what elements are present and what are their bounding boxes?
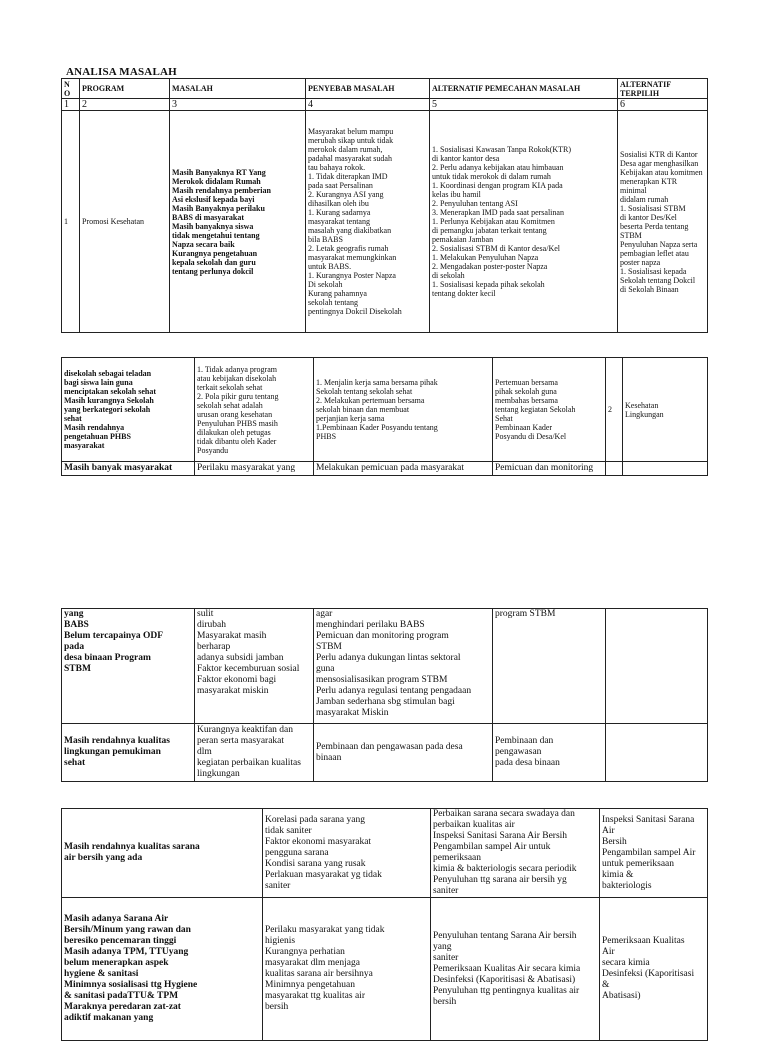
- header-masalah: MASALAH: [170, 79, 306, 99]
- cell-masalah: Masih adanya Sarana Air Bersih/Minum yang rawan dan beresiko pencemaran tinggi Masih adanya TPM, TTUyang belum menerapkan aspek hygiene & sanitasi Minimnya sosialisasi ttg Hygiene & sanitasi padaTTU& TPM Maraknya peredaran zat-zat adiktif makanan yang: [62, 898, 263, 1041]
- table-row: [62, 111, 708, 333]
- cell-masalah: disekolah sebagai teladan bagi siswa lain guna menciptakan sekolah sehat Masih kurangnya Sekolah yang berkategori sekolah sehat Masih rendahnya pengetahuan PHBS masyarakat: [62, 358, 195, 462]
- row-number: 2: [606, 358, 623, 462]
- table-row: [62, 358, 708, 462]
- col-number: 5: [430, 99, 618, 111]
- cell-program: Promosi Kesehatan: [80, 111, 170, 333]
- empty-cell: [606, 609, 708, 724]
- cell-alternatif: agar menghindari perilaku BABS Pemicuan dan monitoring program STBM Perlu adanya dukungan lintas sektoral guna mensosialisasikan program STBM Perlu adanya regulasi tentang pengadaan Jamban sederhana sbg stimulan bagi masyarakat Miskin: [314, 609, 493, 724]
- cell-alternatif: Pembinaan dan pengawasan pada desa binaan: [314, 724, 493, 782]
- document-title: ANALISA MASALAH: [66, 66, 177, 78]
- col-number: 3: [170, 99, 306, 111]
- cell-penyebab: Kurangnya keaktifan dan peran serta masyarakat dlm kegiatan perbaikan kualitas lingkungan: [195, 724, 314, 782]
- cell-terpilih: Inspeksi Sanitasi Sarana Air Bersih Pengambilan sampel Air untuk pemeriksaan kimia & bakteriologis: [600, 809, 708, 898]
- cell-program: Kesehatan Lingkungan: [623, 358, 708, 462]
- cell-penyebab: Perilaku masyarakat yang: [195, 462, 314, 476]
- table-row: [62, 898, 708, 1041]
- cell-penyebab: Masyarakat belum mampu merubah sikap untuk tidak merokok dalam rumah, padahal masyarakat sudah tau bahaya rokok. 1. Tidak diterapkan IMD pada saat Persalinan 2. Kurangnya ASI yang dihasilkan oleh ibu 1. Kurang sadarnya masyarakat tentang masalah yang diakibatkan bila BABS 2. Letak geografis rumah masyarakat memungkinkan untuk BABS. 1. Kurangnya Poster Napza Di sekolah Kurang pahamnya sekolah tentang pentingnya Dokcil Disekolah: [306, 111, 430, 333]
- analysis-table-2: [61, 357, 708, 476]
- col-number: 1: [62, 99, 80, 111]
- cell-terpilih: Pemeriksaan Kualitas Air secara kimia Desinfeksi (Kaporitisasi & Abatisasi): [600, 898, 708, 1041]
- cell-terpilih: Sosialisi KTR di Kantor Desa agar menghasilkan Kebijakan atau komitmen menerapkan KTR minimal didalam rumah 1. Sosialisasi STBM di kantor Des/Kel beserta Perda tentang STBM Penyuluhan Napza serta pembagian leflet atau poster napza 1. Sosialisasi kepada Sekolah tentang Dokcil di Sekolah Binaan: [618, 111, 708, 333]
- header-program: PROGRAM: [80, 79, 170, 99]
- header-row: [62, 79, 708, 99]
- table-row: [62, 724, 708, 782]
- cell-penyebab: 1. Tidak adanya program atau kebijakan disekolah terkait sekolah sehat 2. Pola pikir guru tentang sekolah sehat adalah urusan orang kesehatan Penyuluhan PHBS masih dilakukan oleh petugas tidak dibantu oleh Kader Posyandu: [195, 358, 314, 462]
- header-penyebab: PENYEBAB MASALAH: [306, 79, 430, 99]
- cell-penyebab: Korelasi pada sarana yang tidak saniter Faktor ekonomi masyarakat pengguna sarana Kondisi sarana yang rusak Perlakuan masyarakat yg tidak saniter: [263, 809, 431, 898]
- header-alternatif: ALTERNATIF PEMECAHAN MASALAH: [430, 79, 618, 99]
- header-no: N O: [62, 79, 80, 99]
- row-number: 1: [62, 111, 80, 333]
- table-row: [62, 462, 708, 476]
- table-row: [62, 809, 708, 898]
- cell-masalah: Masih rendahnya kualitas lingkungan pemukiman sehat: [62, 724, 195, 782]
- col-number: 2: [80, 99, 170, 111]
- cell-masalah: Masih Banyaknya RT Yang Merokok didalam Rumah Masih rendahnya pemberian Asi ekslusif kepada bayi Masih Banyaknya perilaku BABS di masyarakat Masih banyaknya siswa tidak mengetahui tentang Napza secara baik Kurangnya pengetahuan kepala sekolah dan guru tentang perlunya dokcil: [170, 111, 306, 333]
- cell-masalah: yang BABS Belum tercapainya ODF pada desa binaan Program STBM: [62, 609, 195, 724]
- empty-cell: [623, 462, 708, 476]
- analysis-table-3: [61, 608, 708, 782]
- cell-alternatif: 1. Sosialisasi Kawasan Tanpa Rokok(KTR) di kantor kantor desa 2. Perlu adanya kebijakan atau himbauan untuk tidak merokok di dalam rumah 1. Koordinasi dengan program KIA pada kelas ibu hamil 2. Penyuluhan tentang ASI 3. Menerapkan IMD pada saat persalinan 1. Perlunya Kebijakan atau Komitmen di pemangku jabatan terkait tentang pemakaian Jamban 2. Sosialisasi STBM di Kantor desa/Kel 1. Melakukan Penyuluhan Napza 2. Mengadakan poster-poster Napza di sekolah 1. Sosialisasi kepada pihak sekolah tentang dokter kecil: [430, 111, 618, 333]
- cell-alternatif: Perbaikan sarana secara swadaya dan perbaikan kualitas air Inspeksi Sanitasi Sarana Air Bersih Pengambilan sampel Air untuk pemeriksaan kimia & bakteriologis secara periodik Penyuluhan ttg sarana air bersih yg saniter: [431, 809, 600, 898]
- cell-masalah: Masih banyak masyarakat: [62, 462, 195, 476]
- header-terpilih: ALTERNATIF TERPILIH: [618, 79, 708, 99]
- table-row: [62, 609, 708, 724]
- cell-alternatif: Melakukan pemicuan pada masyarakat: [314, 462, 493, 476]
- analysis-table-4: [61, 808, 708, 1041]
- analysis-table-1: [61, 78, 708, 333]
- column-number-row: [62, 99, 708, 111]
- cell-terpilih: Pemicuan dan monitoring: [493, 462, 606, 476]
- col-number: 6: [618, 99, 708, 111]
- cell-terpilih: Pembinaan dan pengawasan pada desa binaan: [493, 724, 606, 782]
- empty-cell: [606, 462, 623, 476]
- cell-terpilih: Pertemuan bersama pihak sekolah guna membahas bersama tentang kegiatan Sekolah Sehat Pembinaan Kader Posyandu di Desa/Kel: [493, 358, 606, 462]
- empty-cell: [606, 724, 708, 782]
- cell-alternatif: Penyuluhan tentang Sarana Air bersih yang saniter Pemeriksaan Kualitas Air secara kimia Desinfeksi (Kaporitisasi & Abatisasi) Penyuluhan ttg pentingnya kualitas air bersih: [431, 898, 600, 1041]
- cell-alternatif: 1. Menjalin kerja sama bersama pihak Sekolah tentang sekolah sehat 2. Melakukan pertemuan bersama sekolah binaan dan membuat perjanjian kerja sama 1.Pembinaan Kader Posyandu tentang PHBS: [314, 358, 493, 462]
- col-number: 4: [306, 99, 430, 111]
- cell-terpilih: program STBM: [493, 609, 606, 724]
- cell-penyebab: Perilaku masyarakat yang tidak higienis Kurangnya perhatian masyarakat dlm menjaga kualitas sarana air bersihnya Minimnya pengetahuan masyarakat ttg kualitas air bersih: [263, 898, 431, 1041]
- cell-penyebab: sulit dirubah Masyarakat masih berharap adanya subsidi jamban Faktor kecemburuan sosial Faktor ekonomi bagi masyarakat miskin: [195, 609, 314, 724]
- cell-masalah: Masih rendahnya kualitas sarana air bersih yang ada: [62, 809, 263, 898]
